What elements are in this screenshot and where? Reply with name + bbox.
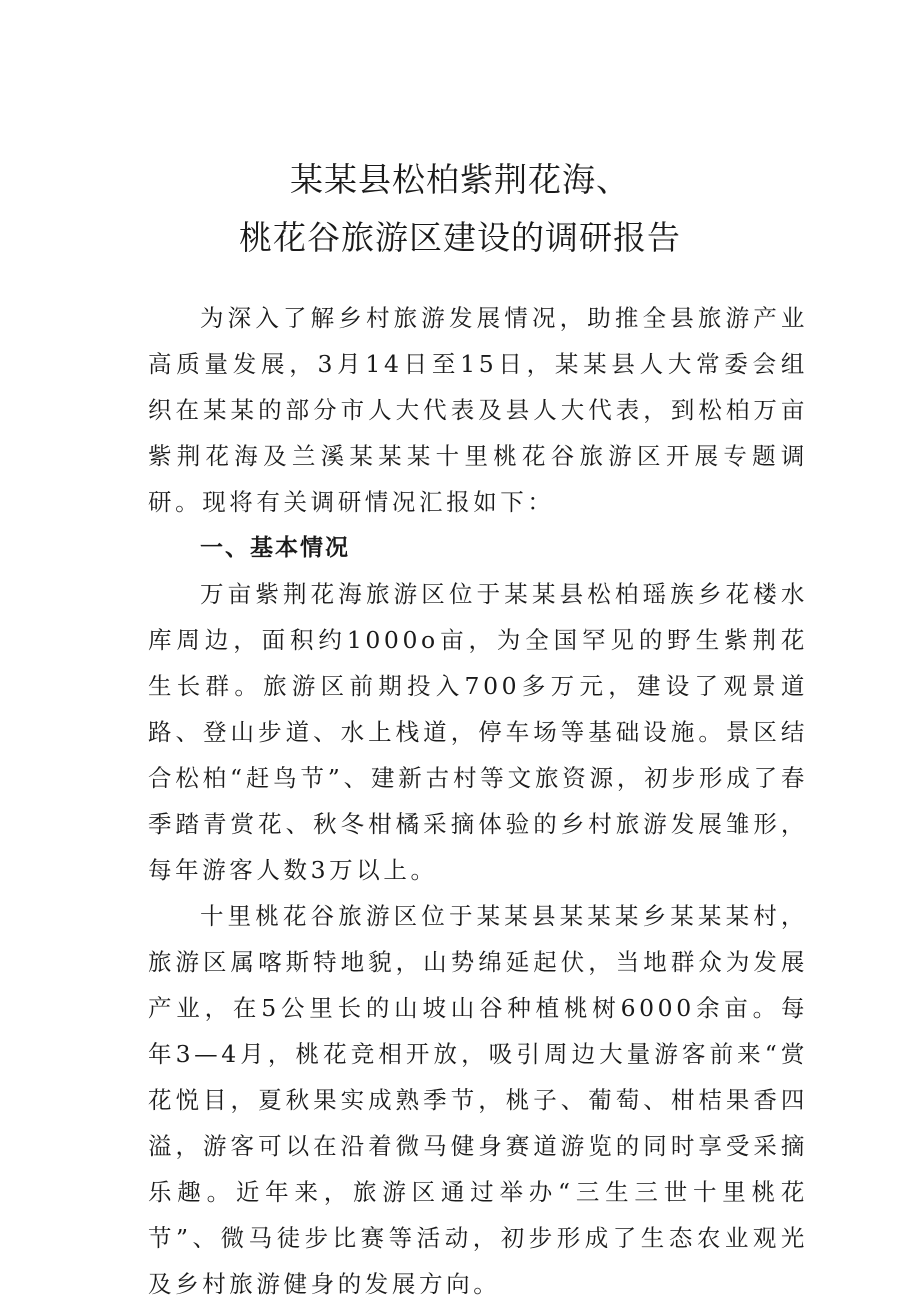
intro-paragraph: 为深入了解乡村旅游发展情况，助推全县旅游产业高质量发展，3月14日至15日，某某县人大常委会组织在某某的部分市人大代表及县人大代表，到松柏万亩紫荆花海及兰溪某某某十里桃花谷旅游区开展专题调研。现将有关调研情况汇报如下： <box>148 304 808 516</box>
paragraph-taohuagu: 十里桃花谷旅游区位于某某县某某某乡某某某村，旅游区属喀斯特地貌，山势绵延起伏，当地群众为发展产业，在5公里长的山坡山谷种植桃树6000余亩。每年3—4月，桃花竞相开放，吸引周边大量游客前来“赏花悦目，夏秋果实成熟季节，桃子、葡萄、柑桔果香四溢，游客可以在沿着微马健身赛道游览的同时享受采摘乐趣。近年来，旅游区通过举办“三生三世十里桃花节”、微马徒步比赛等活动，初步形成了生态农业观光及乡村旅游健身的发展方向。 <box>148 902 808 1298</box>
paragraph-zijinghua: 万亩紫荆花海旅游区位于某某县松柏瑶族乡花楼水库周边，面积约1000o亩，为全国罕见的野生紫荆花生长群。旅游区前期投入700多万元，建设了观景道路、登山步道、水上栈道，停车场等基础设施。景区结合松柏“赶鸟节”、建新古村等文旅资源，初步形成了春季踏青赏花、秋冬柑橘采摘体验的乡村旅游发展雏形，每年游客人数3万以上。 <box>148 580 808 884</box>
section-heading: 一、基本情况 <box>200 535 350 561</box>
document-title-line-1: 某某县松柏紫荆花海、 <box>290 160 630 199</box>
document-body <box>148 295 808 1307</box>
document-title-line-2: 桃花谷旅游区建设的调研报告 <box>239 218 681 257</box>
